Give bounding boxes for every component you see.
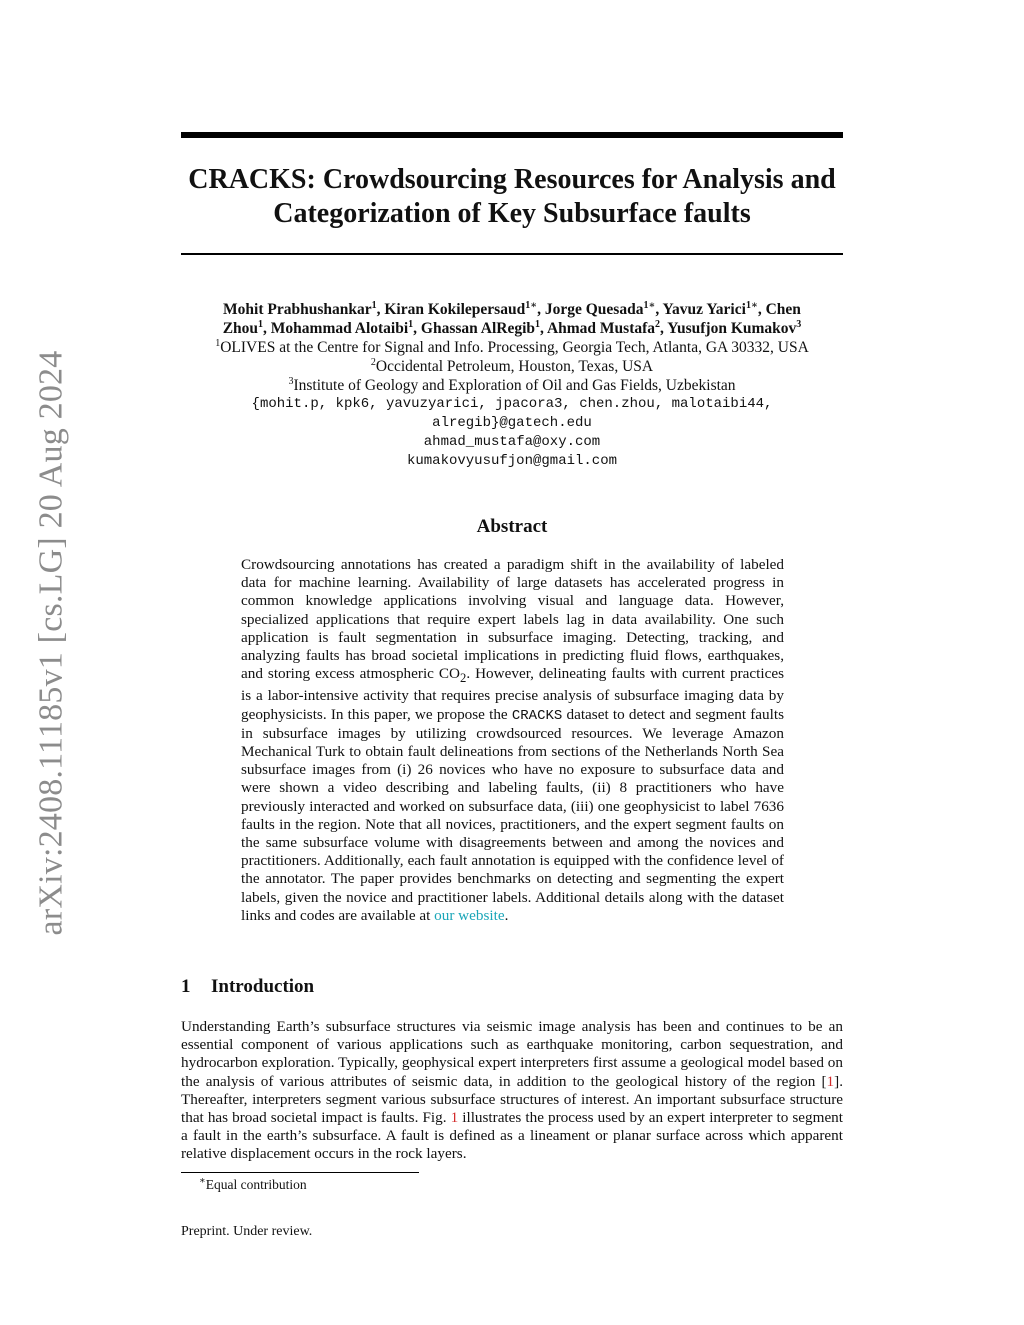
email-line-3[interactable]: ahmad_mustafa@oxy.com <box>423 434 601 450</box>
figure-ref-link[interactable]: 1 <box>450 1109 459 1127</box>
abstract-heading: Abstract <box>476 516 548 537</box>
title-rule-top <box>181 132 843 138</box>
email-line-2[interactable]: alregib}@gatech.edu <box>432 415 592 431</box>
email-line-4[interactable]: kumakovyusufjon@gmail.com <box>406 453 618 469</box>
arxiv-stamp <box>30 345 72 941</box>
citation-link[interactable]: 1 <box>826 1072 835 1090</box>
section-heading-introduction <box>181 976 314 998</box>
abstract-body: Crowdsourcing annotations has created a paradigm shift in the availability of labeled data for machine learning. Availability of large datasets has accelerated progress in common knowledge applications involving visual and language data. However, specialized applications that require expert labels lag in data availability. One such application is fault segmentation in subsurface imaging. Detecting, tracking, and analyzing faults has broad societal implications in predicting fluid flows, earthquakes, and storing excess atmospheric $CO_2$. However, delineating faults with current practices is a labor-intensive activity that requires precise analysis of subsurface imaging data by geophysicists. In this paper, we propose the CRACKS dataset to detect and segment faults in subsurface images by utilizing crowdsourced resources. We leverage Amazon Mechanical Turk to obtain fault delineations from sections of the Netherlands North Sea subsurface images from (i) 26 novices who have no exposure to subsurface data and were shown a video describing and labeling faults, (ii) 8 practitioners who have previously interacted and worked on subsurface data, (iii) one geophysicist to label 7636 faults in the region. Note that all novices, practitioners, and the expert segment faults on the same subsurface volume with disagreements between and among the novices and practitioners. Additionally, each fault annotation is equipped with the confidence level of the annotator. The paper provides benchmarks on detecting and segmenting the expert labels, given the novice and practitioner labels. Additional details along with the dataset links and codes are available at our website. <box>241 556 784 924</box>
author-block <box>181 300 843 471</box>
footnote-rule <box>181 1172 419 1173</box>
affiliation-2: $^2$Occidental Petroleum, Houston, Texas, USA <box>370 356 654 375</box>
author-names-line-2: Zhou$^1$, Mohammad Alotaibi$^1$, Ghassan AlRegib$^1$, Ahmad Mustafa$^2$, Yusufjon Kumakov$^3$ <box>222 318 802 337</box>
footnote: ∗Equal contribution <box>199 1175 307 1192</box>
paper-title <box>181 163 843 231</box>
section-number: 1 <box>181 976 191 997</box>
affiliation-1: $^1$OLIVES at the Centre for Signal and Info. Processing, Georgia Tech, Atlanta, GA 30332, USA <box>215 337 809 356</box>
email-line-1[interactable]: {mohit.p, kpk6, yavuzyarici, jpacora3, chen.zhou, malotaibi44, <box>251 396 773 412</box>
title-line-1: CRACKS: Crowdsourcing Resources for Analysis and <box>188 164 836 195</box>
title-line-2: Categorization of Key Subsurface faults <box>273 198 751 229</box>
affiliation-3: $^3$Institute of Geology and Exploration of Oil and Gas Fields, Uzbekistan <box>288 375 736 394</box>
title-rule-bottom <box>181 253 843 255</box>
footer-preprint-note: Preprint. Under review. <box>181 1224 313 1239</box>
arxiv-stamp-text: arXiv:2408.11185v1 [cs.LG] 20 Aug 2024 <box>32 350 69 936</box>
author-names-line-1: Mohit Prabhushankar$^1$, Kiran Kokilepersaud$^{1∗}$, Jorge Quesada$^{1∗}$, Yavuz Yarici$^{1∗}$, Chen <box>223 299 801 318</box>
dataset-name: CRACKS <box>511 707 563 724</box>
website-link[interactable]: our website <box>434 906 505 924</box>
section-title: Introduction <box>211 976 315 997</box>
introduction-body: Understanding Earth’s subsurface structures via seismic image analysis has been and continues to be an essential component of various applications such as earthquake monitoring, carbon sequestration, and hydrocarbon exploration. Typically, geophysical expert interpreters first assume a geological model based on the analysis of various attributes of seismic data, in addition to the geological history of the region [1]. Thereafter, interpreters segment various subsurface structures of interest. An important subsurface structure that has broad societal impact is faults. Fig. 1 illustrates the process used by an expert interpreter to segment a fault in the earth’s subsurface. A fault is defined as a lineament or planar surface across which apparent relative displacement occurs in the rock layers. <box>181 1018 843 1163</box>
